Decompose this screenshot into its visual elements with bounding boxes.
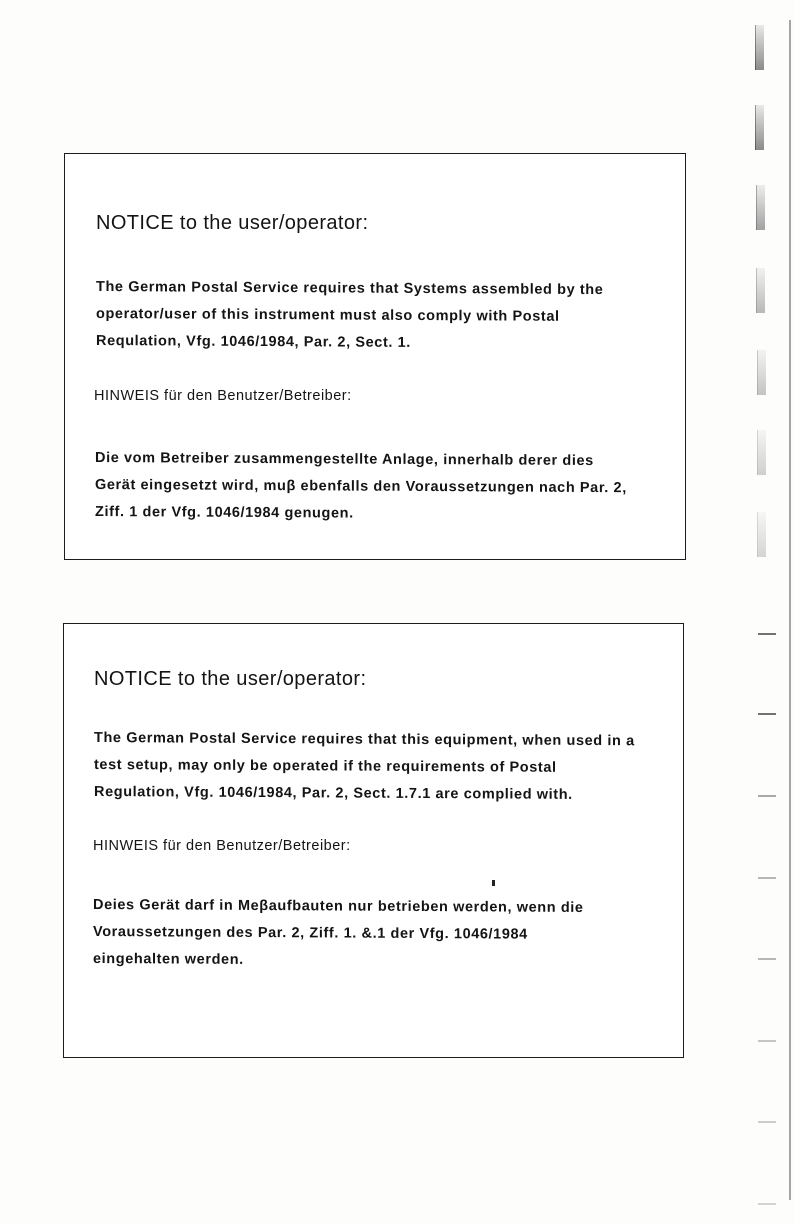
edge-mark	[757, 430, 766, 475]
edge-mark	[757, 512, 766, 557]
notice-german-text	[93, 892, 683, 977]
edge-tick	[758, 958, 776, 960]
text-line: Gerät eingesetzt wird, muβ ebenfalls den Voraussetzungen nach Par. 2,	[95, 477, 627, 497]
edge-tick	[758, 633, 776, 635]
edge-tick	[758, 877, 776, 879]
page-edge-line	[789, 20, 791, 1200]
text-line: operator/user of this instrument must also comply with Postal	[96, 306, 560, 325]
text-line: eingehalten werden.	[93, 951, 244, 968]
edge-mark	[756, 185, 765, 230]
notice-english-text	[96, 274, 686, 359]
edge-tick	[758, 1203, 776, 1205]
text-line: Regulation, Vfg. 1046/1984, Par. 2, Sect. 1.7.1 are complied with.	[94, 784, 573, 803]
text-line: The German Postal Service requires that Systems assembled by the	[96, 279, 604, 299]
edge-tick	[758, 795, 776, 797]
text-line: Die vom Betreiber zusammengestellte Anlage, innerhalb derer dies	[95, 450, 594, 470]
scan-speck	[492, 880, 495, 886]
edge-mark	[756, 268, 765, 313]
notice-heading: NOTICE to the user/operator:	[94, 668, 367, 690]
hinweis-heading: HINWEIS für den Benutzer/Betreiber:	[93, 838, 351, 854]
notice-heading: NOTICE to the user/operator:	[96, 212, 369, 234]
text-line: Voraussetzungen des Par. 2, Ziff. 1. &.1 der Vfg. 1046/1984	[93, 924, 528, 943]
notice-german-text	[95, 445, 685, 530]
edge-tick	[758, 713, 776, 715]
text-line: The German Postal Service requires that this equipment, when used in a	[94, 730, 635, 750]
notice-english-text	[94, 725, 684, 810]
notice-box-2	[63, 623, 684, 1058]
edge-mark	[755, 105, 764, 150]
notice-box-1	[64, 153, 686, 560]
text-line: Ziff. 1 der Vfg. 1046/1984 genugen.	[95, 504, 354, 522]
text-line: test setup, may only be operated if the requirements of Postal	[94, 757, 557, 776]
edge-tick	[758, 1040, 776, 1042]
edge-mark	[757, 350, 766, 395]
edge-tick	[758, 1121, 776, 1123]
text-line: Requlation, Vfg. 1046/1984, Par. 2, Sect. 1.	[96, 333, 411, 351]
edge-mark	[755, 25, 764, 70]
hinweis-heading: HINWEIS für den Benutzer/Betreiber:	[94, 388, 352, 404]
text-line: Deies Gerät darf in Meβaufbauten nur betrieben werden, wenn die	[93, 897, 584, 916]
